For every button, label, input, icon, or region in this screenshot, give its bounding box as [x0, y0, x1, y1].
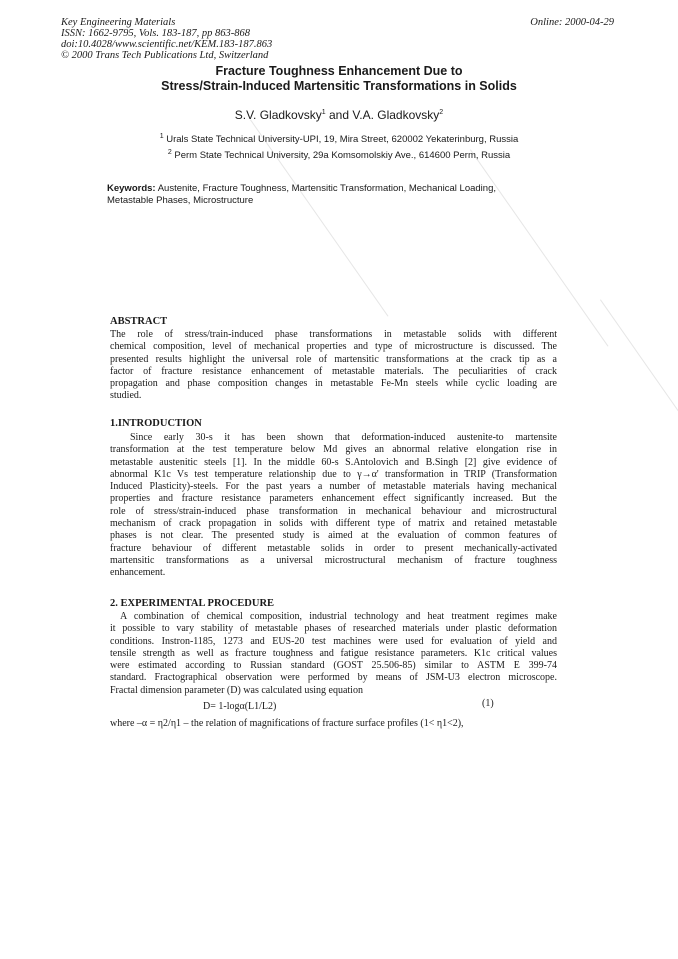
experimental-line: were estimated according to Russian standard (GOST 25.506-85) similar to ASTM E 399-74: [110, 660, 557, 672]
online-date: Online: 2000-04-29: [530, 17, 614, 28]
experimental-line: standard. Fractographical observation were performed by means of JSM-U3 electron microscope.: [110, 672, 557, 684]
author-1: S.V. Gladkovsky: [234, 108, 322, 122]
keywords-text-1: Austenite, Fracture Toughness, Martensitic Transformation, Mechanical Loading,: [155, 183, 496, 194]
keywords-block: [107, 183, 496, 207]
journal-header: [61, 17, 272, 61]
introduction-line: abnormal K1c Vs test temperature relationship due to γ→α' transformation in TRIP (Transformation: [110, 468, 557, 480]
affiliation-2-text: Perm State Technical University, 29a Komsomolskiy Ave., 614600 Perm, Russia: [174, 150, 511, 161]
introduction-line: Induced Plasticity)-steels. For the past years a number of metastable materials having mechanical: [110, 481, 557, 493]
abstract-line: chemical composition, level of mechanical properties and type of microstructure is discussed. The: [110, 341, 557, 353]
author-2: V.A. Gladkovsky: [352, 108, 440, 122]
introduction-line: enhancement.: [110, 567, 166, 579]
author-list: [60, 108, 618, 122]
copyright-line: © 2000 Trans Tech Publications Ltd, Switzerland: [61, 50, 269, 61]
introduction-line: role of stress/strain-induced phase transformation in mechanical behaviour and microstructural: [110, 505, 557, 517]
experimental-line: A combination of chemical composition, industrial technology and heat treatment regimes make: [120, 611, 557, 622]
issn-line: ISSN: 1662-9795, Vols. 183-187, pp 863-868: [61, 28, 250, 39]
introduction-line: Since early 30-s it has been shown that deformation-induced austenite-to martensite: [130, 432, 557, 443]
introduction-body: [110, 432, 557, 580]
affiliation-2-sup: 2: [167, 148, 172, 156]
affiliation-1: [60, 132, 618, 148]
abstract-line: studied.: [110, 390, 142, 402]
equation-1: D= 1-logα(L1/L2): [203, 701, 277, 712]
affiliation-2: [60, 148, 618, 164]
doi-line: doi:10.4028/www.scientific.net/KEM.183-187.863: [61, 39, 273, 50]
experimental-line: it possible to vary stability of metastable phases of researched materials under plastic deformation: [110, 623, 557, 635]
abstract-line: The role of stress/train-induced phase transformations in metastable solids with different: [110, 329, 557, 340]
title-line-1: Fracture Toughness Enhancement Due to: [215, 64, 463, 78]
journal-name: Key Engineering Materials: [61, 17, 176, 28]
abstract-line: propagation and phase composition changes in metastable Fe-Mn steels while cyclic loading are: [110, 378, 557, 390]
introduction-line: mechanism of crack propagation in solids with different type of matrix and retained metastable: [110, 518, 557, 530]
author-2-sup: 2: [439, 109, 444, 116]
equation-number: (1): [482, 698, 494, 709]
experimental-line: Fractal dimension parameter (D) was calculated using equation: [110, 684, 363, 696]
paper-title: [60, 64, 618, 94]
experimental-line: conditions. Instron-1185, 1273 and EUS-20 test machines were used for evaluation of yield and: [110, 635, 557, 647]
where-line: where –α = η2/η1 – the relation of magnifications of fracture surface profiles (1< η1<2),: [110, 718, 464, 729]
introduction-line: phases is not clear. The presented study is aimed at the evaluation of common features of: [110, 530, 557, 542]
introduction-line: properties and fracture resistance parameters enhancement effect significantly increased. But the: [110, 493, 557, 505]
introduction-line: fracture behaviour of different metastable solids in order to present mechanically-activated: [110, 542, 557, 554]
keywords-line-2: Metastable Phases, Microstructure: [107, 195, 254, 206]
keywords-line-1: [107, 183, 496, 195]
author-and: and: [325, 108, 353, 122]
affiliation-1-text: Urals State Technical University-UPI, 19, Mira Street, 620002 Yekaterinburg, Russia: [166, 134, 519, 145]
introduction-line: martensitic transformations as a universal microstructural mechanism of fracture toughness: [110, 554, 557, 566]
abstract-line: factor of fracture resistance enhancement of metastable materials. The peculiarities of crack: [110, 365, 557, 377]
introduction-line: metastable austenitic steels [1]. In the middle 60-s S.Antolovich and B.Singh [2] give evidence of: [110, 456, 557, 468]
affiliations: [60, 132, 618, 164]
abstract-body: [110, 329, 557, 403]
introduction-heading: 1.INTRODUCTION: [110, 418, 202, 429]
watermark-stroke: [600, 299, 678, 463]
keywords-label: Keywords:: [107, 183, 156, 194]
experimental-line: tensile strength as well as fracture toughness and fatigue resistance parameters. K1c critical values: [110, 647, 557, 659]
abstract-line: presented results highlight the universal role of martensitic transformations at the crack tip as a: [110, 353, 557, 365]
watermark-stroke: [470, 149, 608, 346]
affiliation-1-sup: 1: [159, 132, 164, 140]
title-line-2: Stress/Strain-Induced Martensitic Transformations in Solids: [161, 79, 517, 93]
experimental-body: [110, 611, 557, 697]
author-1-sup: 1: [321, 109, 326, 116]
abstract-heading: ABSTRACT: [110, 316, 168, 327]
experimental-heading: 2. EXPERIMENTAL PROCEDURE: [110, 598, 275, 609]
introduction-line: transformation at the test temperature below Md gives an abnormal relative elongation rise in: [110, 444, 557, 456]
